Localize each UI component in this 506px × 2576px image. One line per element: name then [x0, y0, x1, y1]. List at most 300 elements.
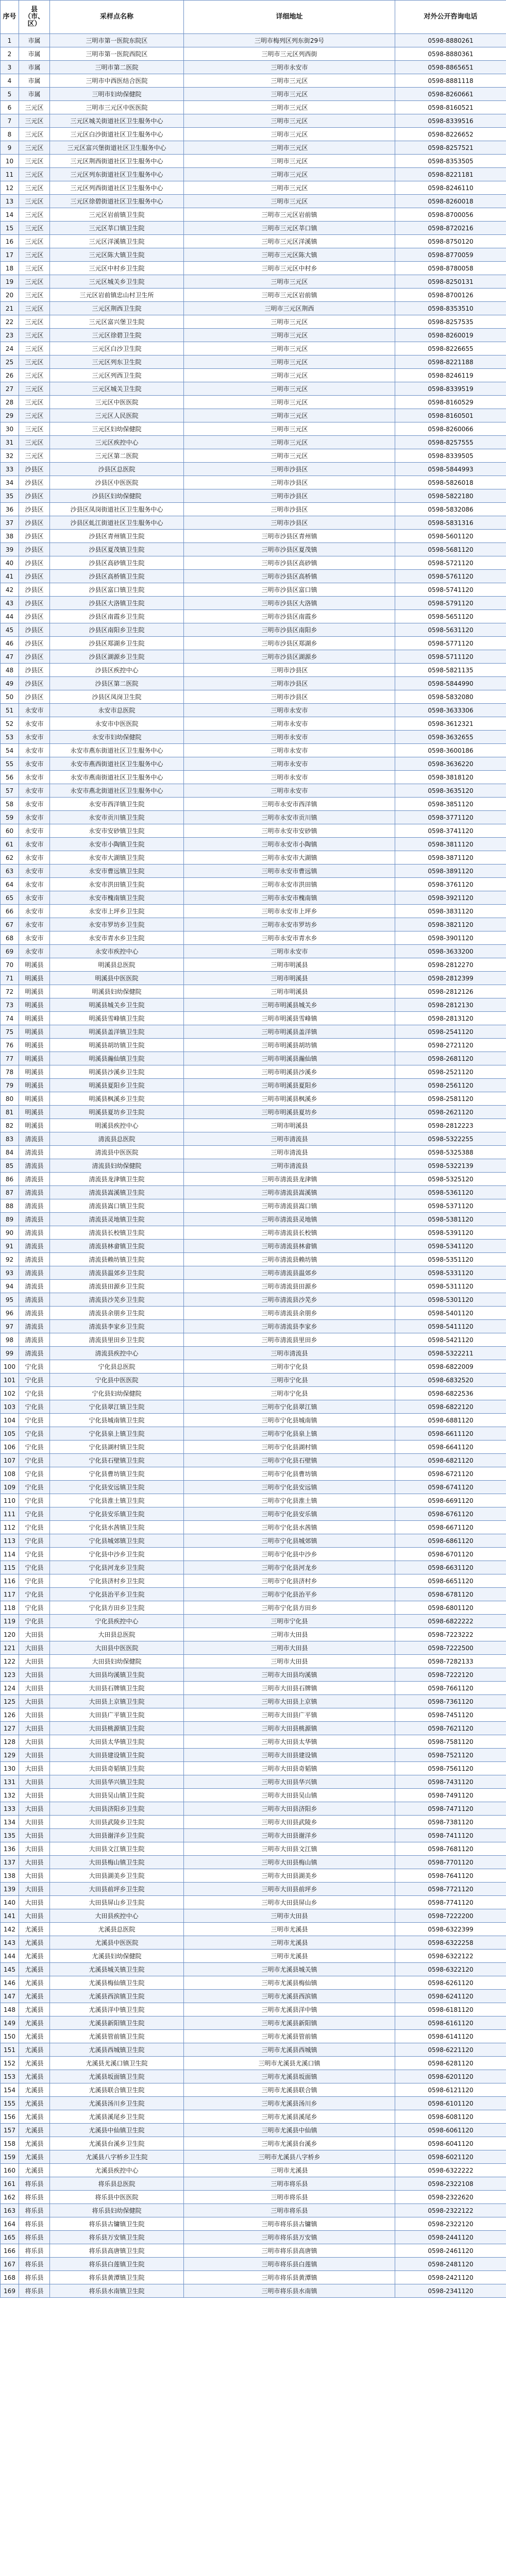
cell-site-name: 清流县妇幼保健院: [50, 1159, 184, 1173]
table-row: [1, 315, 506, 329]
cell-no: 78: [1, 1065, 19, 1079]
cell-address: 三明市清流县嵩口镇: [184, 1199, 395, 1213]
cell-phone: 0598-7621120: [395, 1722, 506, 1735]
cell-site-name: 沙县区富口镇卫生院: [50, 583, 184, 597]
cell-county: 沙县区: [19, 463, 50, 476]
cell-phone: 0598-8250131: [395, 275, 506, 289]
cell-phone: 0598-5681120: [395, 543, 506, 556]
table-row: [1, 1507, 506, 1521]
cell-county: 尤溪县: [19, 2043, 50, 2057]
cell-site-name: 大田县文江镇卫生院: [50, 1842, 184, 1856]
cell-no: 133: [1, 1802, 19, 1816]
cell-no: 57: [1, 784, 19, 798]
table-row: [1, 1521, 506, 1534]
cell-address: 三明市三元区: [184, 382, 395, 396]
table-row: [1, 838, 506, 851]
table-row: [1, 2083, 506, 2097]
cell-phone: 0598-7581120: [395, 1735, 506, 1749]
cell-county: 尤溪县: [19, 1990, 50, 2003]
cell-county: 大田县: [19, 1722, 50, 1735]
cell-county: 沙县区: [19, 664, 50, 677]
cell-site-name: 宁化县中沙乡卫生院: [50, 1548, 184, 1561]
cell-phone: 0598-3851120: [395, 798, 506, 811]
cell-site-name: 宁化县湖村镇卫生院: [50, 1440, 184, 1454]
cell-phone: 0598-7491120: [395, 1789, 506, 1802]
cell-county: 三元区: [19, 449, 50, 463]
cell-phone: 0598-7701120: [395, 1856, 506, 1869]
table-row: [1, 1548, 506, 1561]
cell-site-name: 沙县区夏茂镇卫生院: [50, 543, 184, 556]
cell-address: 三明市宁化县济村乡: [184, 1574, 395, 1588]
cell-county: 清流县: [19, 1307, 50, 1320]
cell-county: 宁化县: [19, 1615, 50, 1628]
cell-phone: 0598-8221181: [395, 168, 506, 181]
table-row: [1, 1333, 506, 1347]
cell-phone: 0598-6832520: [395, 1374, 506, 1387]
cell-phone: 0598-3871120: [395, 851, 506, 865]
cell-no: 145: [1, 1963, 19, 1976]
cell-no: 150: [1, 2030, 19, 2043]
cell-county: 宁化县: [19, 1561, 50, 1574]
cell-phone: 0598-5844993: [395, 463, 506, 476]
cell-county: 明溪县: [19, 1052, 50, 1065]
cell-county: 宁化县: [19, 1440, 50, 1454]
cell-address: 三明市永安市: [184, 784, 395, 798]
cell-address: 三明市明溪县沙溪乡: [184, 1065, 395, 1079]
cell-site-name: 尤溪县管前镇卫生院: [50, 2030, 184, 2043]
table-row: [1, 958, 506, 972]
table-row: [1, 664, 506, 677]
cell-no: 119: [1, 1615, 19, 1628]
cell-phone: 0598-2322122: [395, 2204, 506, 2217]
cell-address: 三明市大田县屏山乡: [184, 1896, 395, 1909]
cell-no: 101: [1, 1374, 19, 1387]
cell-site-name: 三元区疾控中心: [50, 436, 184, 449]
cell-county: 三元区: [19, 141, 50, 155]
table-row: [1, 382, 506, 396]
cell-county: 宁化县: [19, 1588, 50, 1601]
table-row: [1, 235, 506, 248]
cell-site-name: 大田县广平镇卫生院: [50, 1708, 184, 1722]
cell-site-name: 宁化县城南镇卫生院: [50, 1414, 184, 1427]
cell-county: 大田县: [19, 1802, 50, 1816]
table-row: [1, 1186, 506, 1199]
cell-county: 清流县: [19, 1293, 50, 1307]
table-row: [1, 1039, 506, 1052]
cell-address: 三明市三元区: [184, 275, 395, 289]
cell-site-name: 三元区陈大镇卫生院: [50, 248, 184, 262]
table-row: [1, 865, 506, 878]
cell-county: 明溪县: [19, 985, 50, 998]
cell-county: 尤溪县: [19, 2097, 50, 2110]
table-row: [1, 181, 506, 195]
cell-site-name: 明溪县枫溪乡卫生院: [50, 1092, 184, 1106]
cell-county: 永安市: [19, 784, 50, 798]
cell-no: 106: [1, 1440, 19, 1454]
cell-address: 三明市大田县前坪乡: [184, 1883, 395, 1896]
cell-address: 三明市永安市: [184, 61, 395, 74]
cell-address: 三明市将乐县白莲镇: [184, 2258, 395, 2271]
cell-phone: 0598-5341120: [395, 1240, 506, 1253]
table-row: [1, 1266, 506, 1280]
cell-site-name: 尤溪县疾控中心: [50, 2164, 184, 2177]
table-row: [1, 168, 506, 181]
cell-county: 尤溪县: [19, 2150, 50, 2164]
cell-phone: 0598-2812126: [395, 985, 506, 998]
cell-county: 大田县: [19, 1762, 50, 1775]
cell-no: 65: [1, 891, 19, 905]
cell-address: 三明市永安市大湖镇: [184, 851, 395, 865]
cell-site-name: 三明市第一医院西院区: [50, 47, 184, 61]
cell-no: 58: [1, 798, 19, 811]
cell-no: 135: [1, 1829, 19, 1842]
cell-address: 三明市宁化县泉上镇: [184, 1427, 395, 1440]
cell-no: 46: [1, 637, 19, 650]
table-row: [1, 422, 506, 436]
cell-county: 尤溪县: [19, 2137, 50, 2150]
table-row: [1, 824, 506, 838]
cell-no: 19: [1, 275, 19, 289]
cell-address: 三明市明溪县夏阳乡: [184, 1079, 395, 1092]
cell-address: 三明市宁化县治平乡: [184, 1588, 395, 1601]
cell-county: 宁化县: [19, 1400, 50, 1414]
cell-address: 三明市永安市: [184, 757, 395, 771]
cell-county: 永安市: [19, 891, 50, 905]
cell-address: 三明市宁化县湖村镇: [184, 1440, 395, 1454]
cell-no: 137: [1, 1856, 19, 1869]
table-row: [1, 1079, 506, 1092]
cell-site-name: 三明市第一医院东院区: [50, 34, 184, 47]
cell-no: 70: [1, 958, 19, 972]
cell-address: 三明市永安市上坪乡: [184, 905, 395, 918]
cell-site-name: 清流县龙津镇卫生院: [50, 1173, 184, 1186]
cell-address: 三明市尤溪县管前镇: [184, 2030, 395, 2043]
cell-no: 88: [1, 1199, 19, 1213]
cell-phone: 0598-6041120: [395, 2137, 506, 2150]
cell-site-name: 尤溪县八字桥乡卫生院: [50, 2150, 184, 2164]
cell-no: 55: [1, 757, 19, 771]
cell-phone: 0598-7222200: [395, 1909, 506, 1923]
cell-no: 44: [1, 610, 19, 623]
cell-address: 三明市清流县长校镇: [184, 1226, 395, 1240]
cell-phone: 0598-8160501: [395, 409, 506, 422]
cell-site-name: 沙县区总医院: [50, 463, 184, 476]
table-row: [1, 1481, 506, 1494]
cell-site-name: 沙县区疾控中心: [50, 664, 184, 677]
cell-site-name: 尤溪县台溪乡卫生院: [50, 2137, 184, 2150]
cell-phone: 0598-3633200: [395, 945, 506, 958]
cell-site-name: 尤溪县洋中镇卫生院: [50, 2003, 184, 2016]
cell-site-name: 大田县疾控中心: [50, 1909, 184, 1923]
cell-county: 尤溪县: [19, 2083, 50, 2097]
cell-county: 大田县: [19, 1909, 50, 1923]
cell-address: 三明市永安市洪田镇: [184, 878, 395, 891]
cell-site-name: 尤溪县新阳镇卫生院: [50, 2016, 184, 2030]
cell-address: 三明市沙县区: [184, 677, 395, 690]
cell-site-name: 三元区列东卫生院: [50, 355, 184, 369]
cell-address: 三明市尤溪县八字桥乡: [184, 2150, 395, 2164]
cell-address: 三明市大田县建设镇: [184, 1749, 395, 1762]
cell-phone: 0598-6741120: [395, 1481, 506, 1494]
table-row: [1, 1601, 506, 1615]
cell-no: 11: [1, 168, 19, 181]
cell-no: 117: [1, 1588, 19, 1601]
table-row: [1, 1025, 506, 1039]
table-row: [1, 1132, 506, 1146]
cell-county: 将乐县: [19, 2258, 50, 2271]
cell-no: 83: [1, 1132, 19, 1146]
table-row: [1, 503, 506, 516]
cell-address: 三明市大田县: [184, 1628, 395, 1641]
table-row: [1, 34, 506, 47]
cell-county: 将乐县: [19, 2244, 50, 2258]
cell-county: 大田县: [19, 1789, 50, 1802]
table-row: [1, 2124, 506, 2137]
cell-site-name: 三元区列东街道社区卫生服务中心: [50, 168, 184, 181]
cell-county: 市属: [19, 74, 50, 88]
table-header: [1, 1, 506, 34]
cell-phone: 0598-7471120: [395, 1802, 506, 1816]
cell-no: 36: [1, 503, 19, 516]
cell-site-name: 永安市曹远镇卫生院: [50, 865, 184, 878]
table-row: [1, 985, 506, 998]
cell-phone: 0598-3761120: [395, 878, 506, 891]
cell-county: 三元区: [19, 315, 50, 329]
cell-county: 清流县: [19, 1146, 50, 1159]
cell-site-name: 三元区莘口镇卫生院: [50, 222, 184, 235]
table-row: [1, 1816, 506, 1829]
cell-site-name: 大田县奇韬镇卫生院: [50, 1762, 184, 1775]
cell-site-name: 大田县太华镇卫生院: [50, 1735, 184, 1749]
cell-address: 三明市三元区: [184, 101, 395, 114]
table-row: [1, 289, 506, 302]
cell-site-name: 将乐县妇幼保健院: [50, 2204, 184, 2217]
cell-address: 三明市明溪县: [184, 1119, 395, 1132]
cell-phone: 0598-6822222: [395, 1615, 506, 1628]
cell-county: 大田县: [19, 1628, 50, 1641]
table-row: [1, 436, 506, 449]
cell-no: 2: [1, 47, 19, 61]
cell-no: 72: [1, 985, 19, 998]
cell-site-name: 将乐县古镛镇卫生院: [50, 2217, 184, 2231]
cell-phone: 0598-5311120: [395, 1280, 506, 1293]
table-row: [1, 1775, 506, 1789]
table-row: [1, 1856, 506, 1869]
cell-phone: 0598-7721120: [395, 1883, 506, 1896]
table-row: [1, 1829, 506, 1842]
cell-site-name: 大田县妇幼保健院: [50, 1655, 184, 1668]
cell-no: 166: [1, 2244, 19, 2258]
cell-site-name: 尤溪县联合镇卫生院: [50, 2083, 184, 2097]
cell-county: 明溪县: [19, 1065, 50, 1079]
cell-county: 三元区: [19, 235, 50, 248]
cell-no: 82: [1, 1119, 19, 1132]
cell-site-name: 大田县建设镇卫生院: [50, 1749, 184, 1762]
table-row: [1, 1923, 506, 1936]
table-row: [1, 851, 506, 865]
cell-site-name: 尤溪县总医院: [50, 1923, 184, 1936]
cell-site-name: 清流县里田乡卫生院: [50, 1333, 184, 1347]
cell-no: 30: [1, 422, 19, 436]
cell-address: 三明市明溪县雪峰镇: [184, 1012, 395, 1025]
cell-site-name: 三元区白沙卫生院: [50, 342, 184, 355]
table-row: [1, 1226, 506, 1240]
cell-county: 三元区: [19, 208, 50, 222]
table-row: [1, 1668, 506, 1682]
cell-address: 三明市宁化县安乐镇: [184, 1507, 395, 1521]
cell-no: 41: [1, 570, 19, 583]
cell-no: 3: [1, 61, 19, 74]
cell-county: 清流县: [19, 1280, 50, 1293]
cell-county: 大田县: [19, 1883, 50, 1896]
table-row: [1, 677, 506, 690]
table-row: [1, 878, 506, 891]
cell-no: 42: [1, 583, 19, 597]
table-row: [1, 1534, 506, 1548]
cell-phone: 0598-2461120: [395, 2244, 506, 2258]
table-row: [1, 1173, 506, 1186]
cell-county: 三元区: [19, 101, 50, 114]
cell-county: 将乐县: [19, 2191, 50, 2204]
cell-address: 三明市清流县田源乡: [184, 1280, 395, 1293]
cell-county: 市属: [19, 61, 50, 74]
cell-address: 三明市三元区: [184, 155, 395, 168]
table-row: [1, 1387, 506, 1400]
cell-no: 105: [1, 1427, 19, 1440]
cell-county: 三元区: [19, 155, 50, 168]
cell-phone: 0598-8353505: [395, 155, 506, 168]
table-row: [1, 1012, 506, 1025]
cell-phone: 0598-8246119: [395, 369, 506, 382]
cell-site-name: 三元区城关乡卫生院: [50, 275, 184, 289]
table-row: [1, 945, 506, 958]
table-row: [1, 2043, 506, 2057]
cell-county: 将乐县: [19, 2231, 50, 2244]
cell-no: 29: [1, 409, 19, 422]
cell-no: 16: [1, 235, 19, 248]
cell-no: 91: [1, 1240, 19, 1253]
table-row: [1, 891, 506, 905]
cell-no: 13: [1, 195, 19, 208]
cell-phone: 0598-5821135: [395, 664, 506, 677]
cell-site-name: 永安市洪田镇卫生院: [50, 878, 184, 891]
cell-county: 沙县区: [19, 530, 50, 543]
cell-no: 76: [1, 1039, 19, 1052]
cell-phone: 0598-8700056: [395, 208, 506, 222]
cell-address: 三明市三元区: [184, 396, 395, 409]
cell-site-name: 明溪县城关乡卫生院: [50, 998, 184, 1012]
cell-no: 15: [1, 222, 19, 235]
cell-phone: 0598-2421120: [395, 2271, 506, 2284]
cell-site-name: 三元区富兴堡街道社区卫生服务中心: [50, 141, 184, 155]
table-row: [1, 1347, 506, 1360]
cell-phone: 0598-5771120: [395, 637, 506, 650]
cell-no: 120: [1, 1628, 19, 1641]
table-row: [1, 1655, 506, 1668]
cell-site-name: 清流县嵩溪镇卫生院: [50, 1186, 184, 1199]
cell-address: 三明市将乐县: [184, 2204, 395, 2217]
cell-county: 沙县区: [19, 650, 50, 664]
cell-phone: 0598-6201120: [395, 2070, 506, 2083]
cell-address: 三明市沙县区南阳乡: [184, 623, 395, 637]
cell-site-name: 明溪县疾控中心: [50, 1119, 184, 1132]
cell-county: 三元区: [19, 289, 50, 302]
cell-no: 26: [1, 369, 19, 382]
cell-address: 三明市尤溪县尤溪口镇: [184, 2057, 395, 2070]
cell-address: 三明市永安市安砂镇: [184, 824, 395, 838]
cell-no: 23: [1, 329, 19, 342]
cell-address: 三明市沙县区: [184, 463, 395, 476]
cell-no: 90: [1, 1226, 19, 1240]
cell-no: 112: [1, 1521, 19, 1534]
cell-no: 113: [1, 1534, 19, 1548]
cell-county: 三元区: [19, 275, 50, 289]
table-row: [1, 1159, 506, 1173]
cell-county: 永安市: [19, 798, 50, 811]
cell-address: 三明市宁化县中沙乡: [184, 1548, 395, 1561]
cell-address: 三明市宁化县翠江镇: [184, 1400, 395, 1414]
cell-no: 96: [1, 1307, 19, 1320]
cell-county: 三元区: [19, 422, 50, 436]
cell-no: 123: [1, 1668, 19, 1682]
table-row: [1, 1052, 506, 1065]
cell-no: 60: [1, 824, 19, 838]
table-row: [1, 784, 506, 798]
cell-address: 三明市永安市槐南镇: [184, 891, 395, 905]
table-row: [1, 1065, 506, 1079]
cell-site-name: 宁化县疾控中心: [50, 1615, 184, 1628]
cell-phone: 0598-8226655: [395, 342, 506, 355]
table-row: [1, 972, 506, 985]
table-row: [1, 1588, 506, 1601]
cell-site-name: 三元区城关街道社区卫生服务中心: [50, 114, 184, 128]
cell-no: 33: [1, 463, 19, 476]
cell-site-name: 永安市燕南街道社区卫生服务中心: [50, 771, 184, 784]
table-row: [1, 1467, 506, 1481]
cell-address: 三明市大田县济阳乡: [184, 1802, 395, 1816]
cell-address: 三明市清流县嵩溪镇: [184, 1186, 395, 1199]
table-row: [1, 2150, 506, 2164]
cell-site-name: 清流县灵地镇卫生院: [50, 1213, 184, 1226]
cell-county: 沙县区: [19, 677, 50, 690]
cell-site-name: 三明市妇幼保健院: [50, 88, 184, 101]
table-row: [1, 2177, 506, 2191]
cell-phone: 0598-6641120: [395, 1440, 506, 1454]
cell-county: 沙县区: [19, 583, 50, 597]
table-row: [1, 2003, 506, 2016]
cell-county: 三元区: [19, 342, 50, 355]
cell-county: 清流县: [19, 1186, 50, 1199]
cell-no: 40: [1, 556, 19, 570]
cell-site-name: 明溪县妇幼保健院: [50, 985, 184, 998]
cell-address: 三明市清流县: [184, 1146, 395, 1159]
cell-site-name: 清流县中医医院: [50, 1146, 184, 1159]
table-row: [1, 2284, 506, 2298]
cell-address: 三明市三元区: [184, 436, 395, 449]
cell-county: 三元区: [19, 409, 50, 422]
table-row: [1, 369, 506, 382]
cell-phone: 0598-5351120: [395, 1253, 506, 1266]
cell-phone: 0598-6821120: [395, 1454, 506, 1467]
cell-county: 明溪县: [19, 1039, 50, 1052]
table-row: [1, 931, 506, 945]
cell-no: 116: [1, 1574, 19, 1588]
cell-no: 38: [1, 530, 19, 543]
header-row: [1, 1, 506, 34]
cell-county: 宁化县: [19, 1507, 50, 1521]
cell-no: 62: [1, 851, 19, 865]
cell-no: 31: [1, 436, 19, 449]
